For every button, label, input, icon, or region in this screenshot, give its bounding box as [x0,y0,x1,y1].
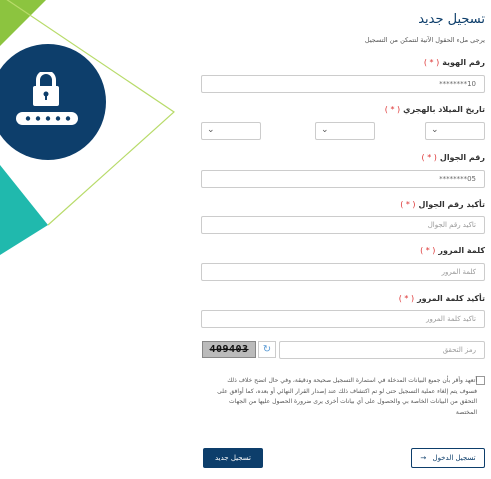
birth-day-select[interactable] [425,122,485,140]
id-number-label-text: رقم الهوية [442,58,485,67]
confirm-mobile-label [400,200,485,209]
password-label [420,246,485,255]
page-title: تسجيل جديد [418,12,485,27]
terms-text: أتعهد وأقر بأن جميع البيانات المدخلة في استمارة التسجيل صحيحة ودقيقة، وفي حال اتضح خلاف ذلك فسوف يتم إلغاء عملية التسجيل حتى لو تم اكتشاف ذلك عند إصدار القرار النهائي أو بعده، كما أوافق على التحقق من البيانات الخاصة بي والحصول على أي بيانات أخرى يرى ضرورة الحصول عليها من الجهات المختصة [217,377,477,416]
id-number-input[interactable] [201,75,485,93]
birth-year-select[interactable] [201,122,261,140]
password-label-text: كلمة المرور [438,246,485,255]
chevron-down-icon: ⌄ [207,125,215,135]
password-input[interactable] [201,263,485,281]
required-mark: ( * ) [384,105,401,114]
required-mark: ( * ) [421,153,437,162]
required-mark: ( * ) [400,200,416,209]
login-button-label: تسجيل الدخول [432,454,476,462]
captcha-input[interactable] [279,341,485,359]
refresh-icon[interactable]: ↻ [258,341,276,358]
terms-checkbox[interactable] [476,376,485,385]
required-mark: ( * ) [420,246,436,255]
confirm-mobile-input[interactable] [201,216,485,234]
captcha-image: 409403 [202,341,256,358]
required-mark: ( * ) [423,58,440,67]
required-mark: ( * ) [398,294,415,303]
birth-month-select[interactable] [315,122,375,140]
lock-icon [8,72,88,132]
birth-date-label-text: تاريخ الميلاد بالهجري [403,105,485,114]
confirm-password-input[interactable] [201,310,485,328]
register-button[interactable]: تسجيل جديد [203,448,263,468]
id-number-label [424,58,485,67]
registration-form [200,0,491,479]
mobile-input[interactable] [201,170,485,188]
mobile-label [422,153,485,162]
confirm-mobile-label-text: تأكيد رقم الجوال [418,200,485,209]
confirm-password-label-text: تأكيد كلمة المرور [417,294,485,303]
birth-date-label [385,105,485,114]
page-subtitle: يرجى ملء الحقول الآتية لتتمكن من التسجيل [364,36,485,44]
login-button[interactable] [411,448,485,468]
mobile-label-text: رقم الجوال [439,153,485,162]
arrow-right-icon: → [420,454,427,462]
confirm-password-label [399,294,485,303]
decorative-panel [0,0,190,479]
chevron-down-icon: ⌄ [431,125,439,135]
chevron-down-icon: ⌄ [321,125,329,135]
